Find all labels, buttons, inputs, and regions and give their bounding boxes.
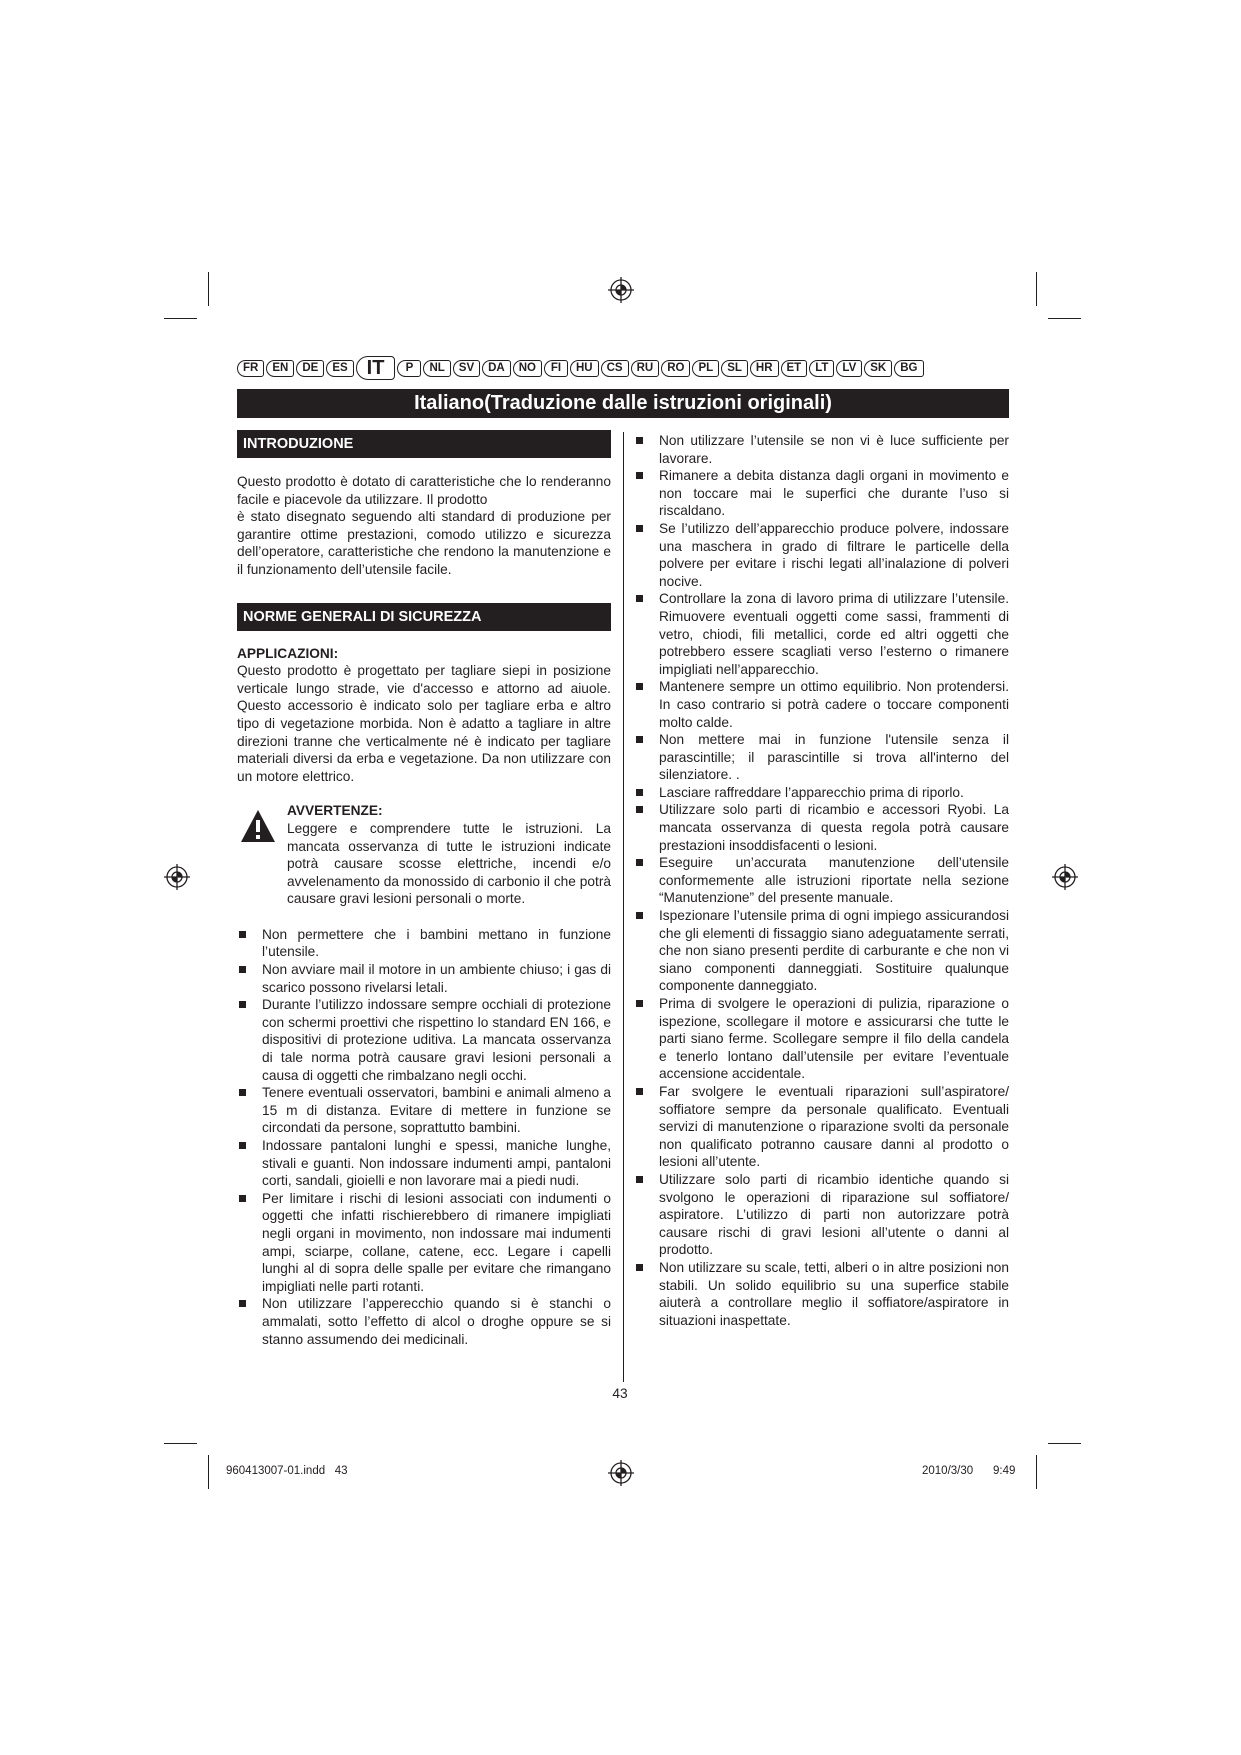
- language-tab-cs: CS: [601, 360, 629, 377]
- list-item-text: Per limitare i rischi di lesioni associati con indumenti o oggetti che infatti rischierebbero di rimanere impigliati negli organi in movimento, non indossare mai indumenti ampi, sciarpe, collane, catene, ecc. Legare i capelli lunghi al di sopra delle spalle per evitare che rimangano impigliati nelle parti rotanti.: [262, 1190, 611, 1294]
- bullet-square-icon: [636, 595, 643, 602]
- list-item-text: Se l’utilizzo dell’apparecchio produce polvere, indossare una maschera in grado di filtrare le particelle della polvere per evitare i rischi legati all’inalazione di polveri nocive.: [659, 520, 1009, 589]
- bullet-square-icon: [239, 1001, 246, 1008]
- bullet-square-icon: [636, 683, 643, 690]
- language-tab-bg: BG: [894, 360, 923, 377]
- bullet-square-icon: [636, 912, 643, 919]
- bullet-square-icon: [239, 1089, 246, 1096]
- language-tab-p: P: [397, 360, 421, 377]
- list-item-text: Non utilizzare l’apperecchio quando si è stanchi o ammalati, sotto l’effetto di alcol o droghe oppure se si stanno assumendo dei medicinali.: [262, 1296, 611, 1347]
- language-tab-hu: HU: [570, 360, 599, 377]
- list-item: [634, 854, 1009, 907]
- list-item-text: Eseguire un’accurata manutenzione dell’utensile conformemente alle istruzioni riportate nella sezione “Manutenzione” del presente manuale.: [659, 855, 1009, 906]
- list-item: [634, 1083, 1009, 1171]
- bullet-square-icon: [239, 1142, 246, 1149]
- crop-mark-top-right: [1036, 272, 1037, 306]
- list-item: [237, 961, 611, 996]
- list-item: [634, 801, 1009, 854]
- page-title: Italiano(Traduzione dalle istruzioni originali): [237, 389, 1009, 418]
- list-item-text: Durante l’utilizzo indossare sempre occhiali di protezione con schermi proettivi che rispettino lo standard EN 166, e dispositivi di protezione uditiva. La mancata osservanza di tale norma potrà causare gravi lesioni personali a causa di oggetti che rimbalzano negli occhi.: [262, 997, 611, 1083]
- warning-triangle-icon: [240, 809, 276, 843]
- warning-block: [237, 802, 611, 908]
- language-tab-pl: PL: [692, 360, 719, 377]
- footer-date: 2010/3/30: [922, 1465, 974, 1477]
- list-item: [634, 907, 1009, 995]
- list-item-text: Tenere eventuali osservatori, bambini e animali almeno a 15 m di distanza. Evitare di mettere in funzione se circondati da persone, soprattutto bambini.: [262, 1085, 611, 1136]
- language-tab-hr: HR: [750, 360, 779, 377]
- bullet-square-icon: [239, 1300, 246, 1307]
- bullet-square-icon: [636, 1000, 643, 1007]
- list-item-text: Far svolgere le eventuali riparazioni sull’aspiratore/ soffiatore sempre da personale qualificato. Eventuali servizi di manutenzione o riparazione svolti da personale non qualificato potranno causare danni al prodotto o lesioni all’utente.: [659, 1083, 1009, 1170]
- crop-mark-top-left-h: [164, 318, 197, 319]
- registration-mark-icon: [608, 1460, 634, 1486]
- footer-file-name: 960413007-01.indd 43: [226, 1465, 348, 1477]
- footer-time: 9:49: [993, 1465, 1016, 1477]
- list-item: [634, 995, 1009, 1083]
- language-tab-da: DA: [482, 360, 511, 377]
- language-tab-lv: LV: [836, 360, 862, 377]
- list-item: [634, 467, 1009, 520]
- list-item: [237, 1190, 611, 1296]
- bullet-square-icon: [636, 859, 643, 866]
- language-tab-et: ET: [781, 360, 808, 377]
- list-item: [237, 1084, 611, 1137]
- crop-mark-bottom-left-h: [164, 1443, 197, 1444]
- language-tab-lt: LT: [809, 360, 834, 377]
- list-item-text: Non utilizzare l’utensile se non vi è luce sufficiente per lavorare.: [659, 433, 1009, 466]
- list-item-text: Mantenere sempre un ottimo equilibrio. Non protendersi. In caso contrario si potrà cadere o toccare componenti molto calde.: [659, 679, 1009, 730]
- list-item: [634, 1259, 1009, 1329]
- list-item-text: Ispezionare l’utensile prima di ogni impiego assicurandosi che gli elementi di fissaggio siano adeguatamente serrati, che non siano presenti perdite di carburante e che non vi siano componenti danneggiati. Sostituire qualunque componente danneggiato.: [659, 908, 1009, 994]
- right-bullet-list: [634, 432, 1009, 1329]
- bullet-square-icon: [636, 437, 643, 444]
- list-item: [634, 731, 1009, 784]
- crop-mark-top-left: [208, 272, 209, 306]
- language-tab-sv: SV: [453, 360, 480, 377]
- registration-mark-icon: [1052, 864, 1078, 890]
- list-item: [634, 432, 1009, 467]
- crop-mark-bottom-right: [1036, 1455, 1037, 1489]
- bullet-square-icon: [239, 966, 246, 973]
- list-item-text: Controllare la zona di lavoro prima di utilizzare l’utensile. Rimuovere eventuali oggetti come sassi, frammenti di vetro, chiodi, fili metallici, corde ed altri oggetti che potrebbero essere scagliati verso l’esterno o rimanere impigliati nell’apparecchio.: [659, 591, 1009, 677]
- language-tab-en: EN: [266, 360, 294, 377]
- bullet-square-icon: [636, 525, 643, 532]
- registration-mark-icon: [608, 277, 634, 303]
- crop-mark-top-right-h: [1048, 318, 1081, 319]
- list-item: [634, 678, 1009, 731]
- left-bullet-list: [237, 926, 611, 1348]
- applications-text: Questo prodotto è progettato per tagliare siepi in posizione verticale lungo strade, vie d'accesso e attorno ad aiuole. Questo accessorio è indicato solo per tagliare erba e altro tipo di vegetazione morbida. Non è adatto a tagliare in altre direzioni tranne che verticalmente né è indicato per tagliare materiali diversi da erba e vegetazione. Da non utilizzare con un motore elettrico.: [237, 663, 611, 784]
- language-tab-sk: SK: [864, 360, 892, 377]
- applications-title: APPLICAZIONI:: [237, 645, 339, 661]
- warning-title: AVVERTENZE:: [287, 803, 383, 819]
- bullet-square-icon: [636, 1264, 643, 1271]
- warning-text: Leggere e comprendere tutte le istruzioni. La mancata osservanza di tutte le istruzioni indicate potrà causare scosse elettriche, incendi e/o avvelenamento da monossido di carbonio il che potrà causare gravi lesioni personali o morte.: [287, 820, 611, 907]
- list-item: [237, 1137, 611, 1190]
- language-tab-no: NO: [513, 360, 542, 377]
- language-tab-ru: RU: [631, 360, 660, 377]
- language-tab-fr: FR: [237, 360, 264, 377]
- list-item: [634, 590, 1009, 678]
- bullet-square-icon: [636, 806, 643, 813]
- list-item-text: Utilizzare solo parti di ricambio identiche quando si svolgono le operazioni di riparazione sul soffiatore/ aspiratore. L’utilizzo di parti non autorizzare potrà causare rischi di gravi lesioni all’utente o danni al prodotto.: [659, 1171, 1009, 1258]
- language-tab-sl: SL: [721, 360, 748, 377]
- list-item: [237, 996, 611, 1084]
- language-tab-it: IT: [356, 356, 396, 380]
- bullet-square-icon: [636, 1088, 643, 1095]
- list-item: [634, 1171, 1009, 1259]
- bullet-square-icon: [636, 736, 643, 743]
- list-item-text: Rimanere a debita distanza dagli organi in movimento e non toccare mai le superfici che durante l’uso si riscaldano.: [659, 468, 1009, 519]
- right-column: [634, 432, 1009, 1329]
- column-divider: [623, 432, 624, 1382]
- list-item-text: Non utilizzare su scale, tetti, alberi o in altre posizioni non stabili. Un solido equilibrio su una superfice stabile aiuterà a controllare meglio il soffiatore/aspiratore in situazioni inaspettate.: [659, 1259, 1009, 1328]
- list-item-text: Utilizzare solo parti di ricambio e accessori Ryobi. La mancata osservanza di questa regola potrà causare prestazioni insoddisfacenti o lesioni.: [659, 802, 1009, 853]
- list-item-text: Indossare pantaloni lunghi e spessi, maniche lunghe, stivali e guanti. Non indossare indumenti ampi, pantaloni corti, sandali, gioielli e non lavorare mai a piedi nudi.: [262, 1138, 611, 1189]
- left-column: [237, 430, 611, 1348]
- language-tab-ro: RO: [661, 360, 690, 377]
- crop-mark-bottom-left: [208, 1455, 209, 1489]
- page-number: 43: [612, 1386, 628, 1401]
- list-item-text: Non avviare mail il motore in un ambiente chiuso; i gas di scarico possono rivelarsi letali.: [262, 962, 611, 995]
- list-item: [237, 926, 611, 961]
- section-header-introduzione: INTRODUZIONE: [237, 430, 611, 458]
- bullet-square-icon: [636, 1176, 643, 1183]
- list-item: [634, 520, 1009, 590]
- list-item-text: Prima di svolgere le operazioni di pulizia, riparazione o ispezione, scollegare il motore e assicurarsi che tutte le parti siano ferme. Scollegare sempre il filo della candela e tenerlo lontano dall’utensile per evitare l’eventuale accensione accidentale.: [659, 996, 1009, 1082]
- bullet-square-icon: [636, 789, 643, 796]
- list-item-text: Non mettere mai in funzione l'utensile senza il parascintille; il parascintille si trova all'interno del silenziatore. .: [659, 732, 1009, 783]
- bullet-square-icon: [636, 472, 643, 479]
- intro-paragraph-2: è stato disegnato seguendo alti standard di produzione per garantire ottime prestazioni, comodo utilizzo e sicurezza dell’operatore, caratteristiche che rendono la manutenzione e il funzionamento dell’utensile facile.: [237, 509, 611, 577]
- intro-paragraph-1: Questo prodotto è dotato di caratteristiche che lo renderanno facile e piacevole da utilizzare. Il prodotto: [237, 474, 611, 507]
- list-item: [237, 1295, 611, 1348]
- section-header-norme-sicurezza: NORME GENERALI DI SICUREZZA: [237, 603, 611, 631]
- list-item-text: Lasciare raffreddare l’apparecchio prima di riporlo.: [659, 784, 964, 800]
- list-item-text: Non permettere che i bambini mettano in funzione l’utensile.: [262, 926, 611, 960]
- registration-mark-icon: [164, 864, 190, 890]
- language-tab-de: DE: [296, 360, 324, 377]
- language-tab-bar: [237, 356, 1009, 380]
- bullet-square-icon: [239, 931, 246, 938]
- language-tab-nl: NL: [423, 360, 450, 377]
- bullet-square-icon: [239, 1195, 246, 1202]
- language-tab-es: ES: [326, 360, 353, 377]
- list-item: [634, 784, 1009, 802]
- crop-mark-bottom-right-h: [1048, 1443, 1081, 1444]
- language-tab-fi: FI: [544, 360, 568, 377]
